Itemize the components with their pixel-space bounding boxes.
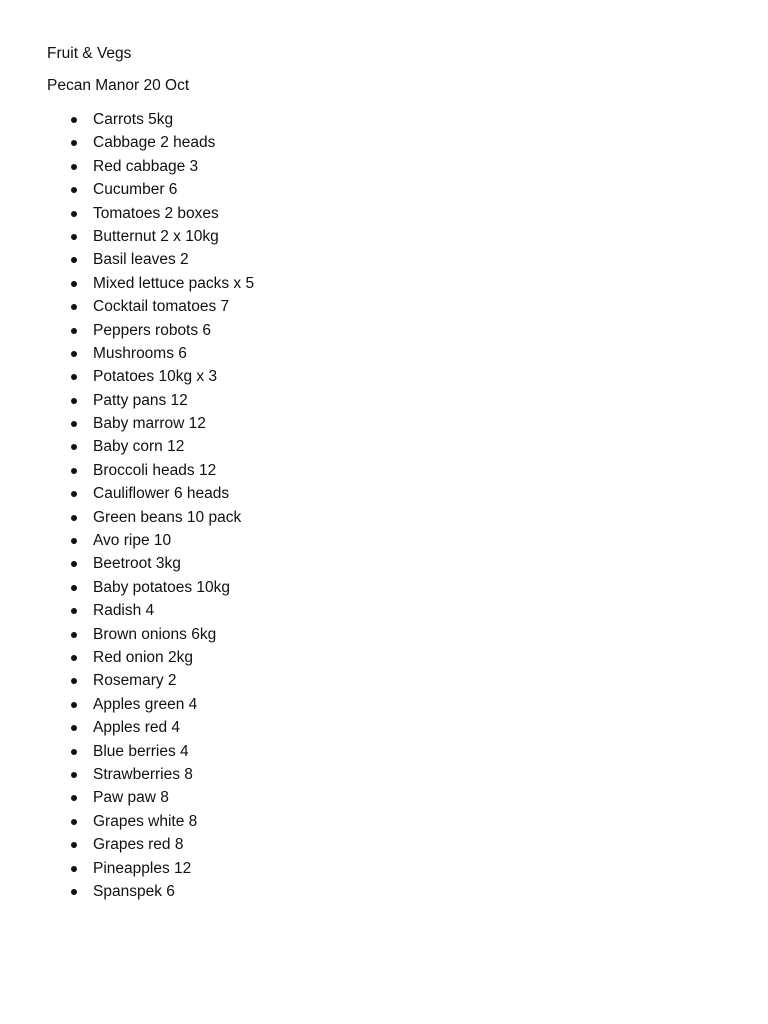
bullet-icon bbox=[71, 491, 77, 497]
bullet-icon bbox=[71, 140, 77, 146]
list-item-text: Basil leaves 2 bbox=[93, 251, 189, 269]
bullet-icon bbox=[71, 538, 77, 544]
list-item-text: Avo ripe 10 bbox=[93, 532, 172, 550]
bullet-icon bbox=[71, 304, 77, 310]
list-item-text: Paw paw 8 bbox=[93, 789, 169, 807]
bullet-icon bbox=[71, 889, 77, 895]
document-title: Fruit & Vegs bbox=[47, 45, 132, 62]
list-item-text: Mixed lettuce packs x 5 bbox=[93, 274, 255, 292]
list-item-text: Rosemary 2 bbox=[93, 672, 177, 690]
list-item-text: Butternut 2 x 10kg bbox=[93, 227, 219, 245]
document-subtitle: Pecan Manor 20 Oct bbox=[47, 77, 190, 94]
bullet-icon bbox=[71, 211, 77, 217]
bullet-icon bbox=[71, 749, 77, 755]
list-item-text: Blue berries 4 bbox=[93, 742, 189, 760]
bullet-icon bbox=[71, 866, 77, 872]
list-item-text: Cucumber 6 bbox=[93, 181, 178, 199]
bullet-icon bbox=[71, 421, 77, 427]
bullet-icon bbox=[71, 117, 77, 123]
bullet-icon bbox=[71, 257, 77, 263]
bullet-icon bbox=[71, 328, 77, 334]
list-item-text: Apples red 4 bbox=[93, 719, 181, 737]
bullet-icon bbox=[71, 819, 77, 825]
bullet-icon bbox=[71, 702, 77, 708]
list-item-text: Baby marrow 12 bbox=[93, 415, 206, 433]
bullet-icon bbox=[71, 444, 77, 450]
bullet-icon bbox=[71, 655, 77, 661]
list-item-text: Cauliflower 6 heads bbox=[93, 485, 230, 503]
list-item-text: Grapes white 8 bbox=[93, 812, 198, 830]
bullet-icon bbox=[71, 608, 77, 614]
bullet-icon bbox=[71, 842, 77, 848]
list-item-text: Strawberries 8 bbox=[93, 765, 193, 783]
list-item-text: Red cabbage 3 bbox=[93, 157, 199, 175]
bullet-icon bbox=[71, 561, 77, 567]
bullet-icon bbox=[71, 374, 77, 380]
bullet-icon bbox=[71, 515, 77, 521]
bullet-icon bbox=[71, 585, 77, 591]
list-item-text: Red onion 2kg bbox=[93, 648, 193, 666]
list-item-text: Patty pans 12 bbox=[93, 391, 188, 409]
bullet-icon bbox=[71, 234, 77, 240]
list-item-text: Baby potatoes 10kg bbox=[93, 578, 231, 596]
list-item-text: Cocktail tomatoes 7 bbox=[93, 298, 230, 316]
list-item-text: Baby corn 12 bbox=[93, 438, 185, 456]
bullet-icon bbox=[71, 678, 77, 684]
list-item-text: Spanspek 6 bbox=[93, 882, 175, 900]
bullet-icon bbox=[71, 795, 77, 801]
list-item-text: Peppers robots 6 bbox=[93, 321, 212, 339]
bullet-icon bbox=[71, 351, 77, 357]
bullet-icon bbox=[71, 187, 77, 193]
list-item-text: Beetroot 3kg bbox=[93, 555, 181, 573]
bullet-icon bbox=[71, 468, 77, 474]
list-item-text: Tomatoes 2 boxes bbox=[93, 204, 219, 222]
list-item-text: Apples green 4 bbox=[93, 695, 198, 713]
list-item-text: Mushrooms 6 bbox=[93, 344, 187, 362]
bullet-icon bbox=[71, 398, 77, 404]
list-item-text: Potatoes 10kg x 3 bbox=[93, 368, 218, 386]
list-item-text: Brown onions 6kg bbox=[93, 625, 217, 643]
list-item-text: Green beans 10 pack bbox=[93, 508, 242, 526]
bullet-icon bbox=[71, 281, 77, 287]
bullet-icon bbox=[71, 164, 77, 170]
list-item-text: Carrots 5kg bbox=[93, 111, 174, 128]
list-item-text: Radish 4 bbox=[93, 602, 155, 620]
bullet-icon bbox=[71, 725, 77, 731]
bullet-icon bbox=[71, 632, 77, 638]
list-item-text: Grapes red 8 bbox=[93, 836, 184, 854]
list-item-text: Broccoli heads 12 bbox=[93, 461, 217, 479]
list-item-text: Cabbage 2 heads bbox=[93, 134, 216, 152]
bullet-icon bbox=[71, 772, 77, 778]
list-item-text: Pineapples 12 bbox=[93, 859, 192, 877]
